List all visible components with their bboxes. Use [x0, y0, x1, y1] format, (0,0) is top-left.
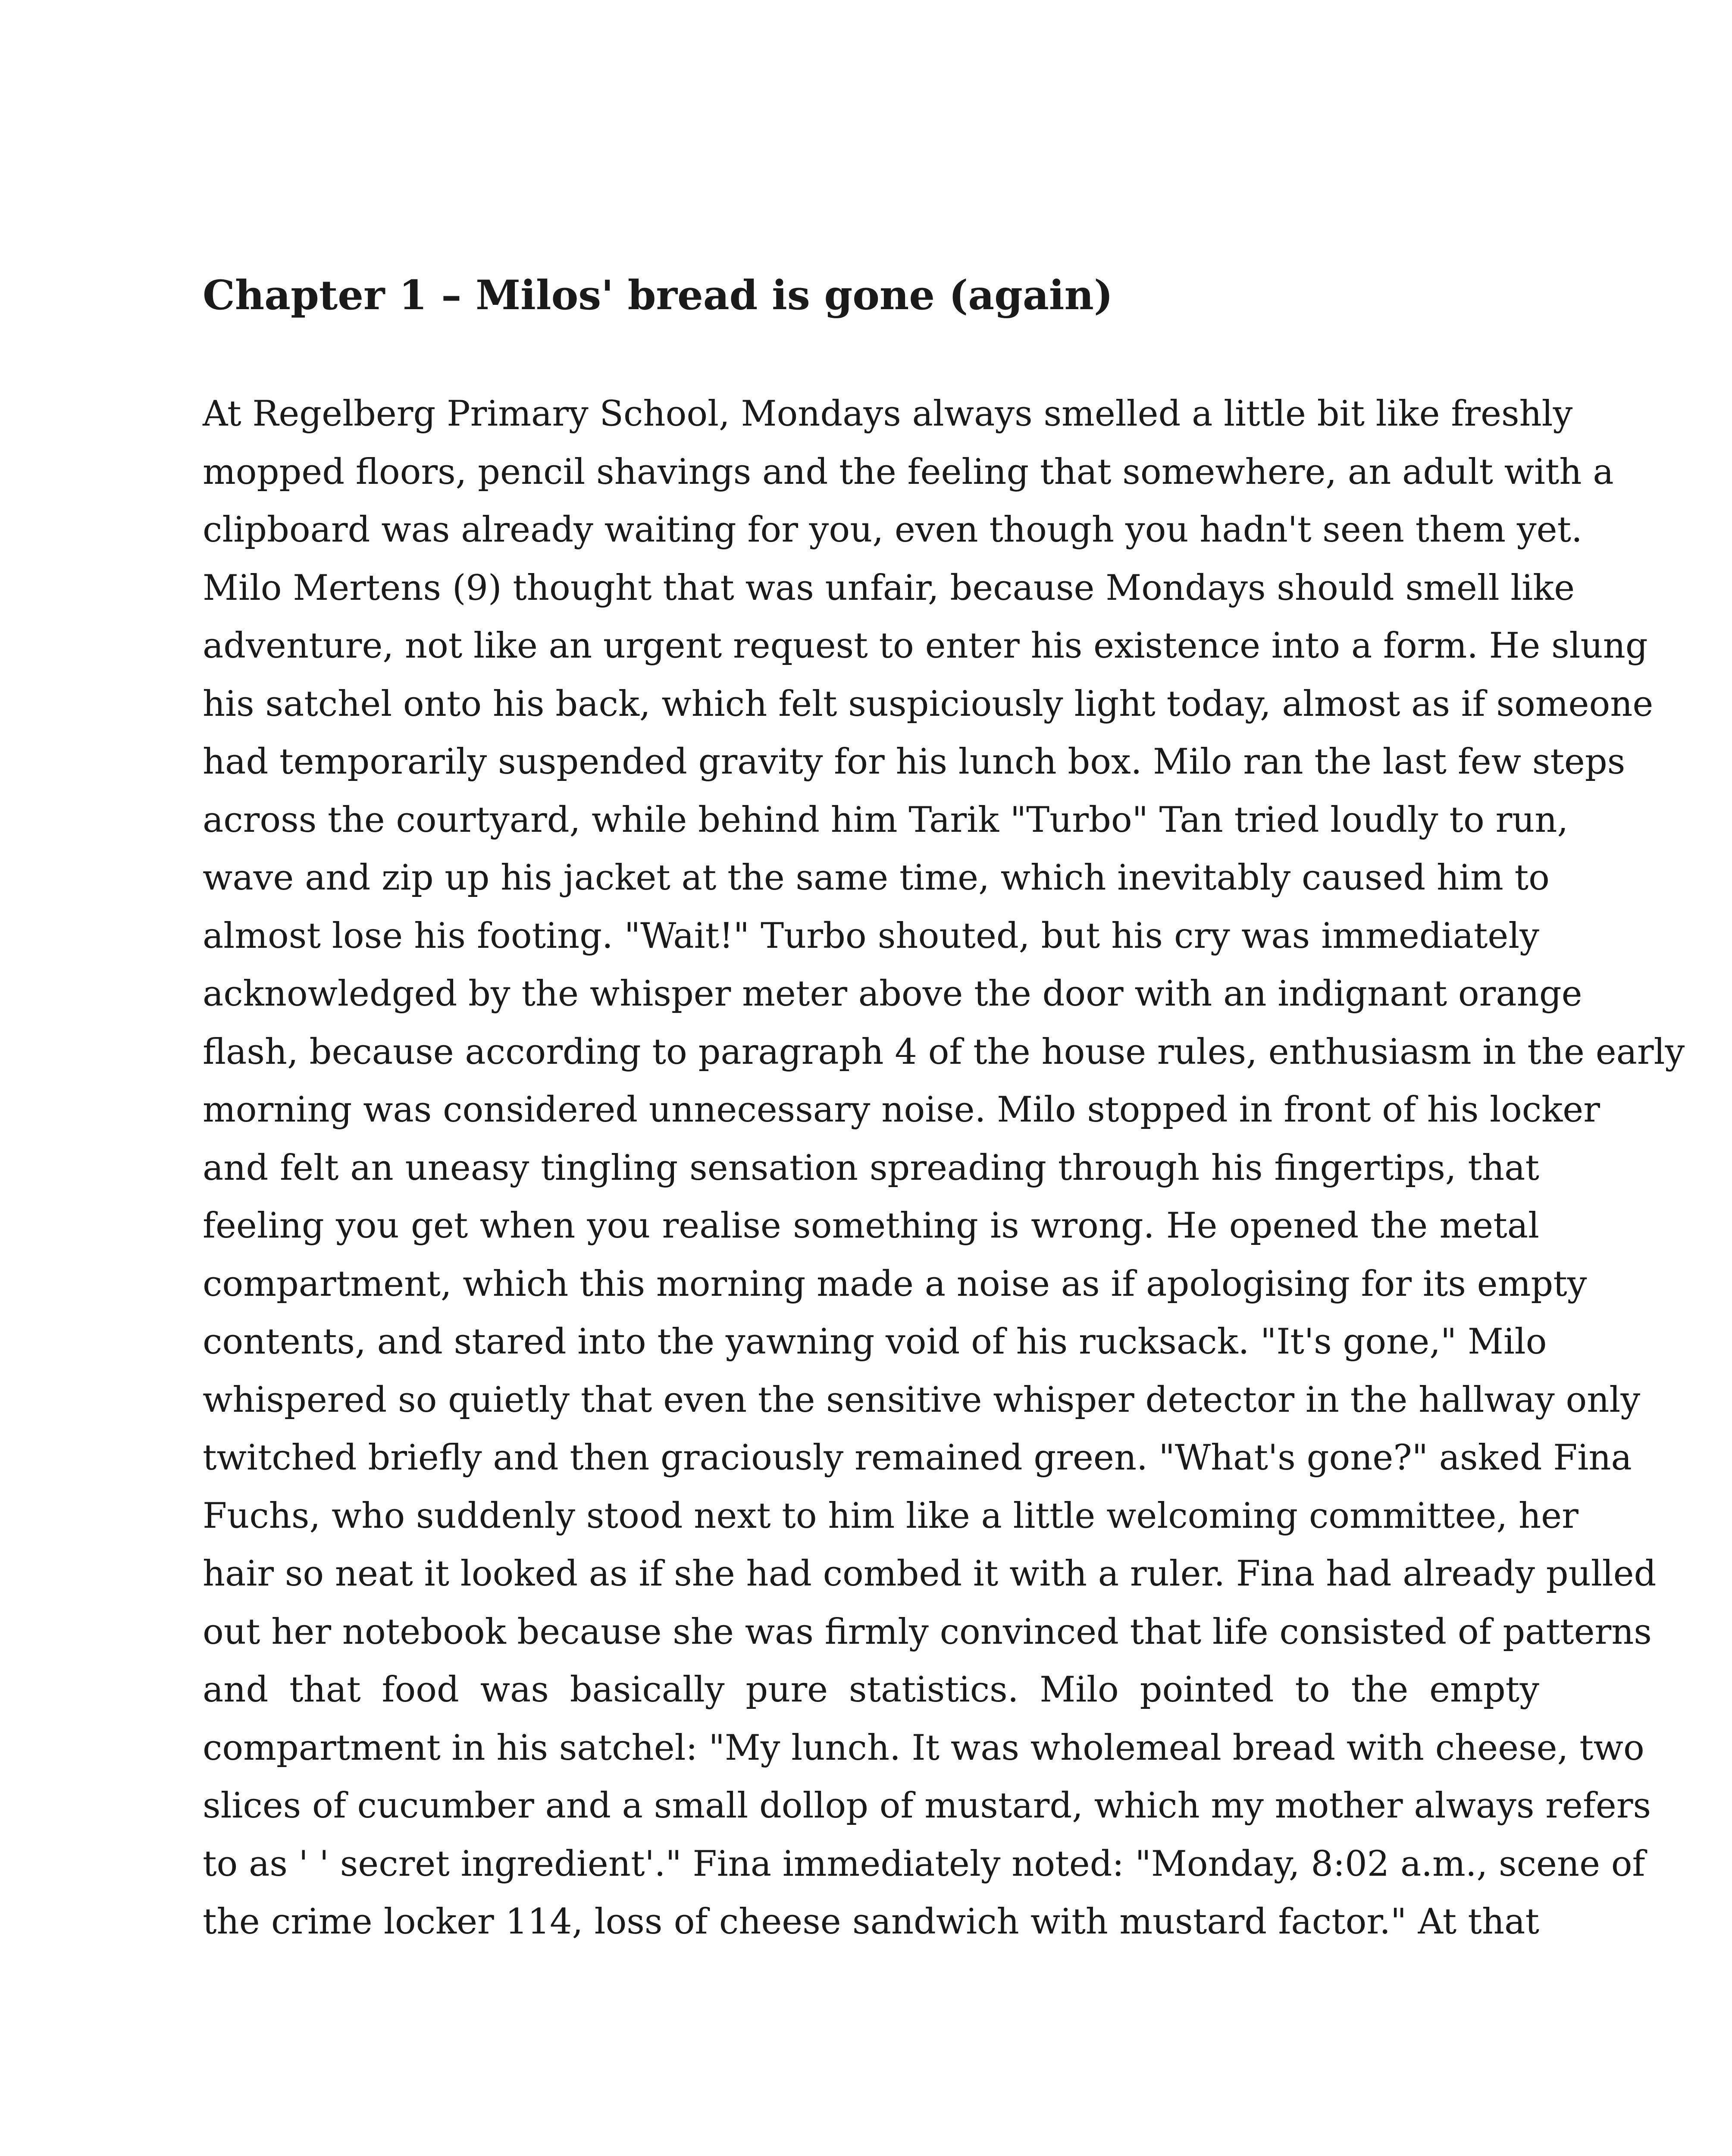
text-line: adventure, not like an urgent request to enter his existence into a form. He slung [203, 626, 1648, 666]
text-line: slices of cucumber and a small dollop of mustard, which my mother always refers [203, 1786, 1651, 1826]
text-line: compartment, which this morning made a noise as if apologising for its empty [203, 1263, 1587, 1304]
text-line: the crime locker 114, loss of cheese sandwich with mustard factor." At that [203, 1902, 1539, 1942]
text-line: acknowledged by the whisper meter above the door with an indignant orange [203, 974, 1582, 1014]
text-line: had temporarily suspended gravity for his lunch box. Milo ran the last few steps [203, 742, 1626, 782]
text-line: across the courtyard, while behind him Tarik "Turbo" Tan tried loudly to run, [203, 799, 1569, 840]
text-line: mopped floors, pencil shavings and the feeling that somewhere, an adult with a [203, 451, 1614, 492]
text-line: out her notebook because she was firmly convinced that life consisted of patterns [203, 1611, 1652, 1652]
text-line: feeling you get when you realise something is wrong. He opened the metal [203, 1206, 1539, 1246]
body-paragraph [203, 385, 1685, 1951]
text-line: and that food was basically pure statistics. Milo pointed to the empty [203, 1670, 1539, 1710]
text-line: whispered so quietly that even the sensitive whisper detector in the hallway only [203, 1379, 1641, 1420]
text-line: compartment in his satchel: "My lunch. It was wholemeal bread with cheese, two [203, 1727, 1644, 1768]
text-line: his satchel onto his back, which felt suspiciously light today, almost as if someone [203, 683, 1654, 724]
text-line: clipboard was already waiting for you, even though you hadn't seen them yet. [203, 510, 1582, 550]
text-line: and felt an uneasy tingling sensation spreading through his fingertips, that [203, 1147, 1539, 1188]
text-line: almost lose his footing. "Wait!" Turbo shouted, but his cry was immediately [203, 915, 1539, 956]
text-line: morning was considered unnecessary noise. Milo stopped in front of his locker [203, 1090, 1600, 1130]
text-line: Milo Mertens (9) thought that was unfair, because Mondays should smell like [203, 567, 1575, 608]
text-line: At Regelberg Primary School, Mondays always smelled a little bit like freshly [203, 394, 1573, 434]
text-line: hair so neat it looked as if she had combed it with a ruler. Fina had already pulled [203, 1554, 1657, 1594]
text-line: flash, because according to paragraph 4 of the house rules, enthusiasm in the early [203, 1031, 1685, 1072]
text-line: Fuchs, who suddenly stood next to him like a little welcoming committee, her [203, 1495, 1579, 1536]
text-line: wave and zip up his jacket at the same time, which inevitably caused him to [203, 858, 1550, 898]
text-line: contents, and stared into the yawning void of his rucksack. "It's gone," Milo [203, 1322, 1547, 1362]
text-line: twitched briefly and then graciously remained green. "What's gone?" asked Fina [203, 1438, 1632, 1478]
text-line: to as ' ' secret ingredient'." Fina immediately noted: "Monday, 8:02 a.m., scene of [203, 1843, 1645, 1884]
chapter-title: Chapter 1 – Milos' bread is gone (again) [203, 272, 1113, 319]
